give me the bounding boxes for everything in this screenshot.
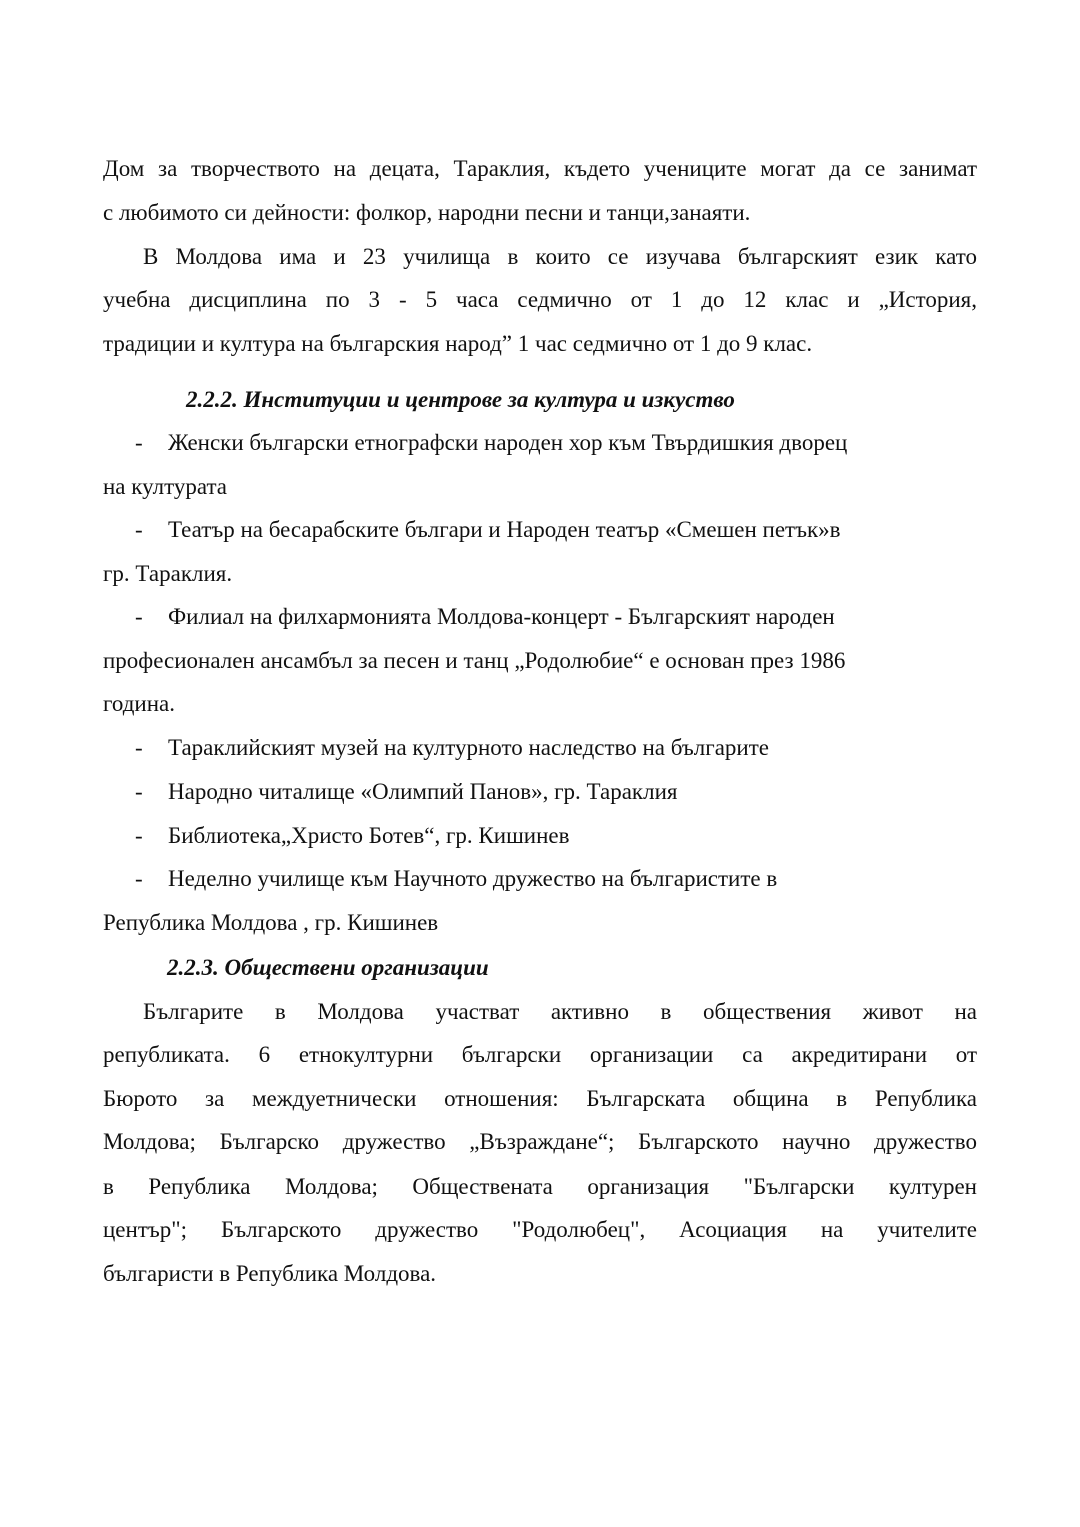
item-4-text: Тараклийският музей на културното наследство на българите [168, 735, 769, 760]
item-1-cont: на културата [103, 474, 227, 499]
dash-2: - [135, 517, 143, 542]
para3-line-2: републиката. 6 етнокултурни български организации са акредитирани от [103, 1042, 977, 1067]
dash-3: - [135, 604, 143, 629]
para1-line-1: Дом за творчеството на децата, Тараклия, където учениците могат да се занимат [103, 156, 977, 181]
item-2-text: Театър на бесарабските българи и Народен театър «Смешен петък»в [168, 517, 841, 542]
section-222-heading: 2.2.2. Институции и центрове за култура и изкуство [186, 387, 735, 412]
item-3-text: Филиал на филхармонията Молдова-концерт - Българският народен [168, 604, 835, 629]
para3-line-7: българисти в Република Молдова. [103, 1261, 437, 1286]
item-5-text: Народно читалище «Олимпий Панов», гр. Тараклия [168, 779, 678, 804]
item-6-text: Библиотека„Христо Ботев“, гр. Кишинев [168, 823, 570, 848]
section-223-heading: 2.2.3. Обществени организации [167, 955, 489, 980]
para3-line-5: в Република Молдова; Обществената организация "Български културен [103, 1174, 977, 1199]
item-3-cont-2: година. [103, 691, 175, 716]
para3-line-4: Молдова; Българско дружество „Възраждане“; Българското научно дружество [103, 1129, 977, 1154]
dash-7: - [135, 866, 143, 891]
dash-6: - [135, 823, 143, 848]
item-1-text: Женски български етнографски народен хор към Твърдишкия дворец [168, 430, 848, 455]
item-7-text: Неделно училище към Научното дружество на българистите в [168, 866, 778, 891]
para3-line-3: Бюрото за междуетнически отношения: Българската община в Република [103, 1086, 977, 1111]
para3-line-1: Българите в Молдова участват активно в обществения живот на [143, 999, 977, 1024]
dash-5: - [135, 779, 143, 804]
item-3-cont-1: професионален ансамбъл за песен и танц „Родолюбие“ е основан през 1986 [103, 648, 846, 673]
para2-line-2: учебна дисциплина по 3 - 5 часа седмично от 1 до 12 клас и „История, [103, 287, 977, 312]
para2-line-3: традиции и култура на българския народ” 1 час седмично от 1 до 9 клас. [103, 331, 813, 356]
para2-line-1: В Молдова има и 23 училища в които се изучава българският език като [143, 244, 977, 269]
para3-line-6: център"; Българското дружество "Родолюбец", Асоциация на учителите [103, 1217, 977, 1242]
item-2-cont: гр. Тараклия. [103, 561, 233, 586]
dash-4: - [135, 735, 143, 760]
dash-1: - [135, 430, 143, 455]
para1-line-2: с любимото си дейности: фолкор, народни песни и танци,занаяти. [103, 200, 751, 225]
item-7-cont: Република Молдова , гр. Кишинев [103, 910, 439, 935]
